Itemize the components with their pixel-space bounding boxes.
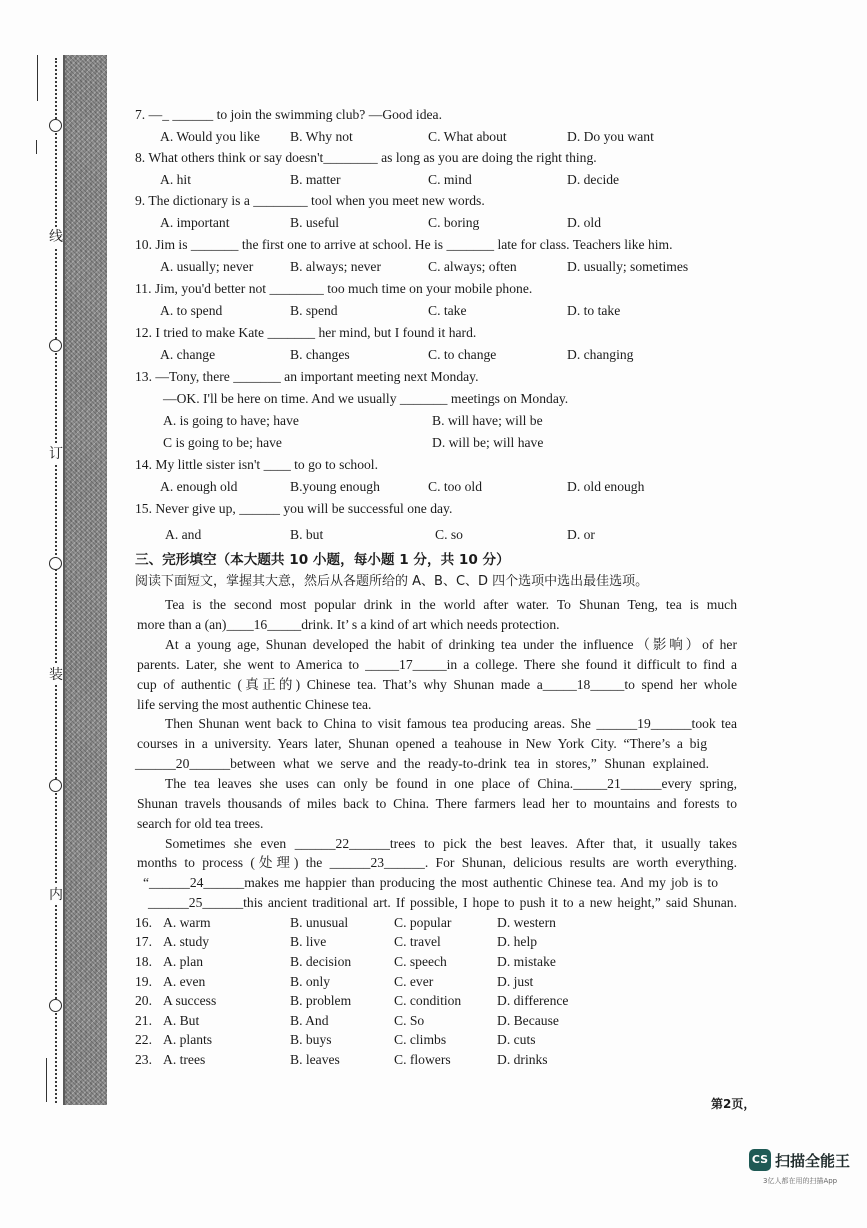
option-d: D. changing [567, 347, 634, 362]
option-c: C. so [435, 527, 463, 542]
passage-line: Tea is the second most popular drink in the world after water. To Shunan Teng, tea is much [165, 597, 737, 612]
option-a: A. enough old [160, 479, 238, 494]
option-b: B. will have; will be [432, 413, 543, 428]
option-a: A. trees [163, 1052, 206, 1067]
option-c: C. So [394, 1013, 425, 1028]
cloze-options-18 [0, 953, 867, 971]
option-a: A. is going to have; have [163, 413, 299, 428]
question-13-stem: 13. —Tony, there _______ an important meeting next Monday. [135, 369, 479, 384]
cloze-options-16 [0, 914, 867, 932]
question-14-options [0, 478, 867, 496]
option-b: B. useful [290, 215, 340, 230]
option-c: C. popular [394, 915, 452, 930]
option-a: A success [163, 993, 217, 1008]
binding-circle [49, 557, 62, 570]
option-b: B. matter [290, 172, 341, 187]
binding-circle [49, 779, 62, 792]
option-a: A. plants [163, 1032, 213, 1047]
passage-line: cup of authentic (真正的) Chinese tea. That’s why Shunan made a_____18_____to spend her whole [137, 677, 737, 692]
option-a: A. warm [163, 915, 211, 930]
option-c: C. speech [394, 954, 447, 969]
section-instruction: 阅读下面短文，掌握其大意，然后从各题所给的 A、B、C、D 四个选项中选出最佳选项。 [135, 574, 649, 589]
option-c: C. travel [394, 934, 441, 949]
question-number: 22. [135, 1032, 152, 1047]
option-a: A. plan [163, 954, 204, 969]
passage-line: life serving the most authentic Chinese tea. [137, 697, 372, 712]
option-d: D. old [567, 215, 601, 230]
binding-char-xian: 线 [46, 227, 66, 247]
question-number: 19. [135, 974, 152, 989]
option-a: A. But [163, 1013, 200, 1028]
question-8-stem: 8. What others think or say doesn't________ as long as you are doing the right thing. [135, 150, 597, 165]
option-b: B. only [290, 974, 331, 989]
option-a: A. change [160, 347, 216, 362]
option-a: A. even [163, 974, 206, 989]
option-d: D. western [497, 915, 556, 930]
option-d: D. to take [567, 303, 621, 318]
question-13-options-row-2 [0, 434, 867, 452]
option-d: D. old enough [567, 479, 645, 494]
question-number: 23. [135, 1052, 152, 1067]
passage-line: Shunan travels thousands of miles back to China. There farmers lead her to mountains and forests to [137, 796, 737, 811]
question-13-options-row-1 [0, 412, 867, 430]
binding-char-zhuang: 装 [46, 665, 66, 685]
option-c: C. to change [428, 347, 497, 362]
option-c: C. mind [428, 172, 472, 187]
option-d: D. difference [497, 993, 569, 1008]
option-c: C. too old [428, 479, 483, 494]
option-d: D. Because [497, 1013, 559, 1028]
question-number: 20. [135, 993, 152, 1008]
option-a: A. usually; never [160, 259, 254, 274]
option-d: D. usually; sometimes [567, 259, 689, 274]
question-7-options [0, 128, 867, 146]
option-b: B. unusual [290, 915, 349, 930]
passage-line: At a young age, Shunan developed the habit of drinking tea under the influence（影响）of her [165, 637, 737, 652]
option-c: C. climbs [394, 1032, 447, 1047]
cloze-options-22 [0, 1031, 867, 1049]
question-13-stem-reply: —OK. I'll be here on time. And we usually _______ meetings on Monday. [163, 391, 569, 406]
passage-line: ______25______this ancient traditional art. If possible, I hope to push it to a new height,” said Shunan. [148, 895, 737, 910]
option-b: B. buys [290, 1032, 332, 1047]
question-9-stem: 9. The dictionary is a ________ tool when you meet new words. [135, 193, 485, 208]
question-number: 18. [135, 954, 152, 969]
page-number: 第2页， [711, 1097, 756, 1111]
question-14-stem: 14. My little sister isn't ____ to go to school. [135, 457, 378, 472]
cloze-options-17 [0, 933, 867, 951]
option-d: D. drinks [497, 1052, 548, 1067]
question-number: 17. [135, 934, 152, 949]
passage-line: ______20______between what we serve and the ready-to-drink tea in stores,” Shunan explained. [135, 756, 709, 771]
option-a: A. hit [160, 172, 191, 187]
option-d: D. decide [567, 172, 620, 187]
option-b: B. but [290, 527, 324, 542]
cloze-options-23 [0, 1051, 867, 1069]
passage-line: more than a (an)____16_____drink. It’ s a kind of art which needs protection. [137, 617, 560, 632]
option-a: A. to spend [160, 303, 223, 318]
option-a: A. important [160, 215, 230, 230]
option-a: A. and [165, 527, 202, 542]
option-d: D. help [497, 934, 538, 949]
binding-mark [37, 55, 38, 101]
passage-line: Then Shunan went back to China to visit famous tea producing areas. She ______19______took tea [165, 716, 737, 731]
option-d: D. Do you want [567, 129, 654, 144]
option-b: B. Why not [290, 129, 353, 144]
option-d: D. mistake [497, 954, 556, 969]
option-b: B. spend [290, 303, 338, 318]
option-b: B.young enough [290, 479, 380, 494]
option-b: B. problem [290, 993, 352, 1008]
option-a: A. Would you like [160, 129, 260, 144]
binding-char-ding: 订 [46, 444, 66, 464]
question-15-stem: 15. Never give up, ______ you will be successful one day. [135, 501, 453, 516]
option-b: B. changes [290, 347, 350, 362]
cloze-options-20 [0, 992, 867, 1010]
scanner-app-name: 扫描全能王 [775, 1152, 851, 1170]
passage-line: courses in a university. Years later, Shunan opened a teahouse in New York City. “There’s a big [137, 736, 707, 751]
option-d: D. will be; will have [432, 435, 544, 450]
option-b: B. always; never [290, 259, 381, 274]
scanner-logo-icon: CS [749, 1149, 771, 1171]
cloze-options-19 [0, 973, 867, 991]
option-b: B. live [290, 934, 327, 949]
question-10-stem: 10. Jim is _______ the first one to arrive at school. He is _______ late for class. Teachers like him. [135, 237, 673, 252]
question-12-stem: 12. I tried to make Kate _______ her mind, but I found it hard. [135, 325, 477, 340]
cloze-options-21 [0, 1012, 867, 1030]
option-d: D. just [497, 974, 534, 989]
option-c: C. ever [394, 974, 434, 989]
question-15-options [0, 526, 867, 544]
option-a: A. study [163, 934, 210, 949]
option-c: C. flowers [394, 1052, 451, 1067]
question-10-options [0, 258, 867, 276]
passage-line: Sometimes she even ______22______trees to pick the best leaves. After that, it usually takes [165, 836, 737, 851]
option-c: C. condition [394, 993, 462, 1008]
option-c: C. What about [428, 129, 507, 144]
passage-line: months to process (处理) the ______23______. For Shunan, delicious results are worth everything. [137, 855, 737, 870]
question-9-options [0, 214, 867, 232]
question-number: 16. [135, 915, 152, 930]
passage-line: search for old tea trees. [137, 816, 264, 831]
option-c: C is going to be; have [163, 435, 282, 450]
option-b: B. decision [290, 954, 352, 969]
option-b: B. And [290, 1013, 329, 1028]
option-c: C. boring [428, 215, 480, 230]
section-heading: 三、完形填空（本大题共 10 小题，每小题 1 分，共 10 分） [135, 552, 510, 568]
scanner-tagline: 3亿人都在用的扫描App [763, 1177, 838, 1185]
question-11-stem: 11. Jim, you'd better not ________ too much time on your mobile phone. [135, 281, 533, 296]
option-c: C. always; often [428, 259, 517, 274]
question-number: 21. [135, 1013, 152, 1028]
question-11-options [0, 302, 867, 320]
question-8-options [0, 171, 867, 189]
option-d: D. cuts [497, 1032, 536, 1047]
passage-line: “______24______makes me happier than producing the most authentic Chinese tea. And my job is to [143, 875, 718, 890]
option-c: C. take [428, 303, 467, 318]
question-12-options [0, 346, 867, 364]
passage-line: parents. Later, she went to America to _____17_____in a college. There she found it difficult to find a [137, 657, 737, 672]
passage-line: The tea leaves she uses can only be found in one place of China._____21______every spring, [165, 776, 737, 791]
question-7-stem: 7. —_ ______ to join the swimming club? —Good idea. [135, 107, 442, 122]
option-b: B. leaves [290, 1052, 340, 1067]
binding-char-nei: 内 [46, 885, 66, 905]
option-d: D. or [567, 527, 595, 542]
